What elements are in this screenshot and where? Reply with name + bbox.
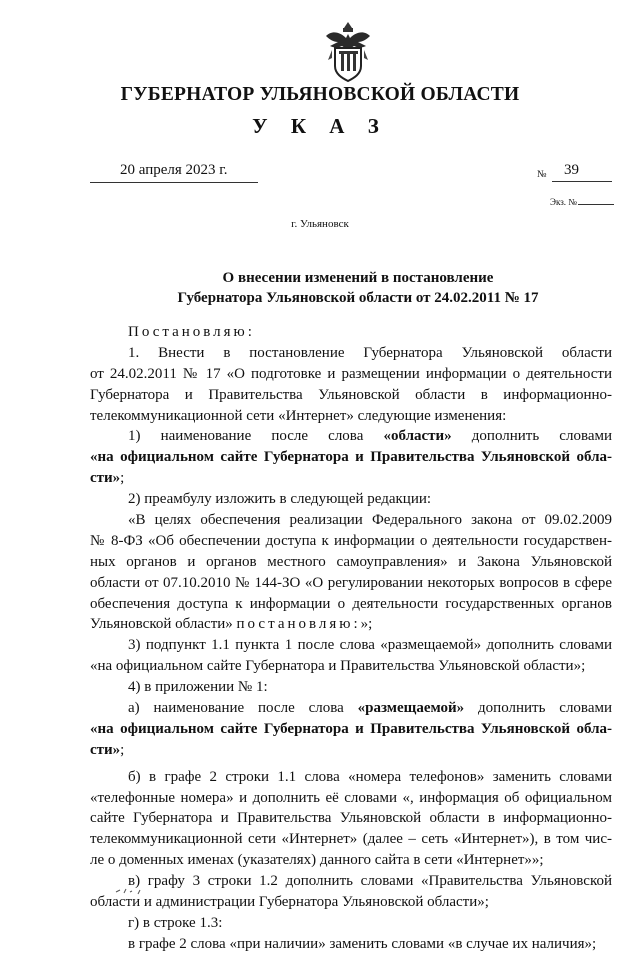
spaced-text-run: постановляю: [236, 616, 361, 633]
body-line: «В целях обеспечения реализации Федерального закона от 09.02.2009 [128, 512, 612, 529]
text-run: ; [120, 470, 125, 487]
body-line-bold: «на официальном сайте Губернатора и Правительства Ульяновской обла- [90, 720, 612, 737]
copy-number-label: Экз. № [550, 197, 577, 207]
bold-text-run: «размещаемой» [357, 700, 465, 717]
body-line: «на официальном сайте Губернатора и Правительства Ульяновской области»; [90, 658, 586, 675]
body-line: ле о доменных именах (указателях) данного сайта в сети «Интернет»»; [90, 852, 544, 869]
page-mark-scribble [114, 886, 154, 896]
text-run: »; [360, 616, 373, 633]
body-line: в) графу 3 строки 1.2 дополнить словами «Правительства Ульяновской [128, 873, 612, 890]
body-line: телекоммуникационной сети «Интернет» (далее – сеть «Интернет»), в том чис- [90, 831, 612, 848]
number-label: № [537, 169, 547, 180]
title-line-2: Губернатора Ульяновской области от 24.02.2011 № 17 [177, 290, 539, 306]
body-line: ных органов и органов местного самоуправления» и Закона Ульяновской [90, 553, 612, 570]
copy-number-blank [578, 204, 614, 205]
body-line [90, 740, 612, 761]
text-run: дополнить словами [464, 700, 612, 717]
text-run: а) наименование после слова [128, 700, 358, 717]
bold-text-run: «области» [383, 428, 452, 445]
body-line [90, 614, 612, 635]
text-run: Ульяновской области» [90, 616, 237, 633]
bold-text-run: сти» [90, 741, 121, 758]
body-line: 1. Внести в постановление Губернатора Ульяновской области [128, 344, 612, 361]
text-run: ; [120, 741, 125, 758]
number-underline [552, 181, 612, 182]
decree-formula: Постановляю: [128, 324, 255, 340]
document-number: 39 [564, 162, 579, 178]
body-line: «телефонные номера» и дополнить её словами «, информация об официальном [90, 789, 612, 806]
body-line: сайте Губернатора и Правительства Ульяновской области в информационно- [90, 810, 612, 827]
document-title [0, 268, 640, 308]
issuer-heading: ГУБЕРНАТОР УЛЬЯНОВСКОЙ ОБЛАСТИ [120, 84, 520, 105]
body-line: 4) в приложении № 1: [128, 679, 268, 696]
coat-of-arms-emblem [322, 20, 374, 84]
body-line: № 8-ФЗ «Об обеспечении доступа к информации о деятельности государствен- [90, 532, 612, 549]
bold-text-run: сти» [90, 470, 121, 487]
document-type: У К А З [252, 114, 388, 138]
body-line [90, 698, 612, 719]
body-line-bold: «на официальном сайте Губернатора и Правительства Ульяновской обла- [90, 449, 612, 466]
body-line: б) в графе 2 строки 1.1 слова «номера телефонов» заменить словами [128, 768, 612, 785]
text-run: 1) наименование после слова [128, 428, 384, 445]
body-line: Губернатора и Правительства Ульяновской области в информационно- [90, 386, 612, 403]
title-line-1: О внесении изменений в постановление [222, 270, 494, 286]
body-line [90, 468, 612, 489]
body-line: области и администрации Губернатора Ульяновской области»; [90, 894, 489, 911]
body-line: 3) подпункт 1.1 пункта 1 после слова «размещаемой» дополнить словами [128, 637, 612, 654]
document-body [90, 322, 612, 955]
copy-number-field [550, 197, 614, 207]
body-line: обеспечения доступа к информации о деятельности государственных органов [90, 595, 612, 612]
text-run: дополнить словами [451, 428, 612, 445]
date-underline [90, 182, 258, 183]
body-line: телекоммуникационной сети «Интернет» следующие изменения: [90, 407, 507, 424]
body-line: 2) преамбулу изложить в следующей редакции: [128, 491, 432, 508]
body-line: г) в строке 1.3: [128, 914, 223, 931]
body-line: от 24.02.2011 № 17 «О подготовке и размещении информации о деятельности [90, 365, 612, 382]
document-date: 20 апреля 2023 г. [120, 162, 228, 178]
body-line: в графе 2 слова «при наличии» заменить словами «в случае их наличия»; [128, 935, 597, 952]
body-line: области от 07.10.2010 № 144-ЗО «О регулировании некоторых вопросов в сфере [90, 574, 612, 591]
body-line [90, 426, 612, 447]
issue-city: г. Ульяновск [291, 218, 349, 230]
